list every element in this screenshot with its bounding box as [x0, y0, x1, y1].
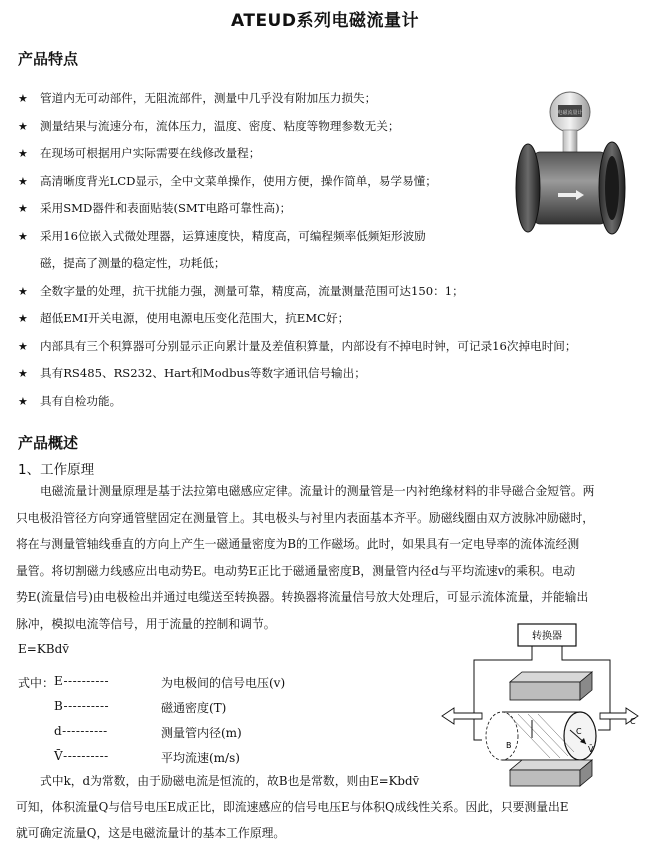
- feature-item: ★ 采用SMD器件和表面贴装(SMT电路可靠性高)；: [18, 195, 638, 223]
- principle-paragraph: [16, 478, 634, 637]
- feature-item: ★ 测量结果与流速分布，流体压力，温度、密度、粘度等物理参数无关；: [18, 113, 638, 141]
- principle-heading: 1、工作原理: [18, 462, 95, 478]
- feature-item: ★ 在现场可根据用户实际需要在线修改量程；: [18, 140, 638, 168]
- star-icon: ★: [18, 202, 28, 215]
- star-icon: ★: [18, 284, 28, 298]
- feature-item-continuation: 磁，提高了测量的稳定性，功耗低；: [40, 256, 226, 270]
- definition-desc: 测量管内径(m): [161, 726, 242, 740]
- paragraph-line: 只电极沿管径方向穿通管壁固定在测量管上。其电极头与衬里内表面基本齐平。励磁线圈由双方波脉冲励磁时，: [16, 510, 595, 525]
- label-c-right: C: [630, 717, 636, 726]
- label-b: B: [506, 741, 512, 750]
- star-icon: ★: [18, 367, 28, 380]
- definition-symbol: d----------: [54, 724, 108, 738]
- feature-item: ★ 具有RS485、RS232、Hart和Modbus等数字通讯信号输出；: [18, 360, 638, 388]
- definition-symbol: V̄----------: [54, 749, 109, 763]
- paragraph-line: 量管。将切割磁力线感应出电动势E。电动势E正比于磁通量密度B，测量管内径d与平均流速v的乘积。电动: [16, 563, 576, 578]
- definition-symbol: B----------: [54, 699, 110, 713]
- label-v: V̄: [588, 745, 594, 754]
- star-icon: ★: [18, 92, 28, 105]
- formula: E=KBdv̄: [18, 642, 70, 656]
- paragraph-line: 式中k，d为常数，由于励磁电流是恒流的，故B也是常数，则由E=Kbdv̄: [40, 774, 420, 788]
- feature-item: ★ 全数字量的处理，抗干扰能力强，测量可靠，精度高，流量测量范围可达150：1；: [18, 278, 638, 306]
- overview-heading: 产品概述: [18, 434, 79, 452]
- definition-symbol: E----------: [54, 674, 110, 688]
- meter-display-text: 电磁流量计: [557, 110, 583, 116]
- paragraph-line: 就可确定流量Q，这是电磁流量计的基本工作原理。: [16, 826, 286, 840]
- paragraph-line: 电磁流量计测量原理是基于法拉第电磁感应定律。流量计的测量管是一内衬绝缘材料的非导磁合金短管。两: [40, 484, 595, 498]
- feature-item: ★ 具有自检功能。: [18, 388, 638, 416]
- star-icon: ★: [18, 174, 28, 188]
- page-title: ATEUD系列电磁流量计: [231, 11, 419, 31]
- paragraph-line: 将在与测量管轴线垂直的方向上产生一磁通量密度为B的工作磁场。此时，如果具有一定电导率的流体流经测: [16, 537, 580, 551]
- paragraph-line: 可知，体积流量Q与信号电压E成正比，即流速感应的信号电压E与体积Q成线性关系。因此，只要测量出E: [16, 800, 569, 814]
- feature-item: ★ 管道内无可动部件，无阻流部件，测量中几乎没有附加压力损失；: [18, 85, 638, 113]
- label-c-inner: C: [576, 727, 582, 736]
- working-principle-diagram: [440, 620, 640, 800]
- paragraph-line: 势E(流量信号)由电极检出并通过电缆送至转换器。转换器将流量信号放大处理后，可显示流体流量，并能输出: [16, 590, 589, 604]
- feature-item: ★ 内部具有三个积算器可分别显示正向累计量及差值积算量，内部设有不掉电时钟，可记录16次掉电时间；: [18, 333, 638, 361]
- feature-item: ★ 高清晰度背光LCD显示，全中文菜单操作，使用方便，操作简单，易学易懂；: [18, 168, 638, 196]
- star-icon: ★: [18, 229, 28, 243]
- definitions-prefix: 式中：: [18, 676, 55, 690]
- star-icon: ★: [18, 147, 28, 160]
- paragraph-line: 脉冲，模拟电流等信号，用于流量的控制和调节。: [16, 616, 276, 631]
- star-icon: ★: [18, 394, 28, 408]
- definition-desc: 磁通密度(T): [161, 701, 227, 715]
- feature-item: ★ 超低EMI开关电源，使用电源电压变化范围大，抗EMC好；: [18, 305, 638, 333]
- converter-label: 转换器: [532, 631, 562, 642]
- feature-item: ★ 采用16位嵌入式微处理器，运算速度快，精度高，可编程频率低频矩形波励: [18, 223, 638, 251]
- definition-desc: 为电极间的信号电压(v): [161, 676, 286, 690]
- star-icon: ★: [18, 119, 28, 133]
- star-icon: ★: [18, 312, 28, 325]
- star-icon: ★: [18, 339, 28, 353]
- definition-row: [18, 674, 54, 691]
- features-heading: 产品特点: [18, 50, 79, 68]
- flowmeter-product-image: [508, 90, 633, 255]
- definition-desc: 平均流速(m/s): [161, 751, 240, 765]
